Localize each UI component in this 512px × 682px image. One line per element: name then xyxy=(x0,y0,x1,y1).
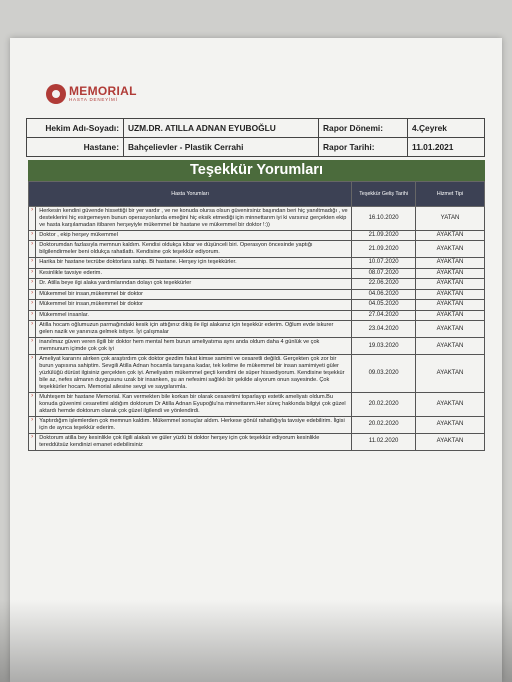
header-comments: Hasta Yorumları xyxy=(29,182,352,207)
header-type: Hizmet Tipi xyxy=(416,182,485,207)
row-marker: › xyxy=(29,241,36,258)
comment-text: inanılmaz güven veren ilgili bir doktor hem mental hem burun ameliyatıma aynı anda oldum daha 4 günlük ve çok memnunum içimde çok çok iyi xyxy=(36,338,352,355)
comments-table xyxy=(28,181,485,451)
row-marker: › xyxy=(29,338,36,355)
table-row xyxy=(29,300,485,311)
row-marker: › xyxy=(29,300,36,311)
table-row xyxy=(29,417,485,434)
hospital-label: Hastane: xyxy=(27,138,124,157)
service-type: AYAKTAN xyxy=(416,241,485,258)
row-marker: › xyxy=(29,258,36,269)
table-row xyxy=(29,393,485,417)
doctor-label: Hekim Adı-Soyadı: xyxy=(27,119,124,138)
service-type: AYAKTAN xyxy=(416,321,485,338)
row-marker: › xyxy=(29,321,36,338)
comment-text: Kesinlikle tavsiye ederim. xyxy=(36,268,352,279)
table-row xyxy=(29,355,485,393)
logo-subtitle: HASTA DENEYİMİ xyxy=(69,97,118,103)
doctor-value: UZM.DR. ATILLA ADNAN EYUBOĞLU xyxy=(124,119,319,138)
service-type: AYAKTAN xyxy=(416,300,485,311)
row-marker: › xyxy=(29,310,36,321)
service-type: AYAKTAN xyxy=(416,258,485,269)
service-type: AYAKTAN xyxy=(416,393,485,417)
comment-date: 20.02.2020 xyxy=(352,417,416,434)
comment-date: 11.02.2020 xyxy=(352,434,416,451)
table-row xyxy=(29,268,485,279)
table-row xyxy=(29,230,485,241)
row-marker: › xyxy=(29,279,36,290)
logo-name: MEMORIAL xyxy=(69,84,137,99)
comment-text: Mükemmel insanlar. xyxy=(36,310,352,321)
comment-date: 20.02.2020 xyxy=(352,393,416,417)
comment-date: 21.09.2020 xyxy=(352,230,416,241)
period-value: 4.Çeyrek xyxy=(408,119,485,138)
table-row xyxy=(29,207,485,231)
table-row xyxy=(29,279,485,290)
table-row xyxy=(29,338,485,355)
comment-text: Mükemmel bir insan,mükemmel bir doktor xyxy=(36,300,352,311)
comment-date: 08.07.2020 xyxy=(352,268,416,279)
comment-text: Dr. Atilla beye ilgi alaka yardımlarından dolayı çok teşekkürler xyxy=(36,279,352,290)
comment-text: Harika bir hastane tecrübe doktorlara sahip. Bi hastane. Herşey için teşekkürler. xyxy=(36,258,352,269)
service-type: AYAKTAN xyxy=(416,338,485,355)
table-row xyxy=(29,321,485,338)
service-type: AYAKTAN xyxy=(416,310,485,321)
hospital-value: Bahçelievler - Plastik Cerrahi xyxy=(124,138,319,157)
table-row xyxy=(29,241,485,258)
comment-text: Muhteşem bir hastane Memorial. Kan vermekten bile korkan bir olarak cesaretimi toparlayıp estetik ameliyatı oldum.Bu konuda güvenimi cesaretimi aldığım doktorum Dr Atilla Adnan Eyupoğlu'na minnettarım.Her süreç hakkında bilgiyi çok güzel aktardı hemde doktorum olarak çok güzel ilgilendi ve yönlendirdi. xyxy=(36,393,352,417)
comments-header-row xyxy=(29,182,485,207)
comment-date: 04.05.2020 xyxy=(352,300,416,311)
comment-date: 21.09.2020 xyxy=(352,241,416,258)
service-type: AYAKTAN xyxy=(416,434,485,451)
comment-text: Doktorumdan fazlasıyla memnun kaldım. Kendisi oldukça kibar ve düşünceli biri. Operasyon öncesinde yaptığı bilgilendirmeler beni oldukça rahatlattı. Kendisine çok teşekkür ediyorum. xyxy=(36,241,352,258)
table-row xyxy=(29,434,485,451)
report-info-table xyxy=(26,118,485,157)
table-row xyxy=(29,289,485,300)
service-type: AYAKTAN xyxy=(416,289,485,300)
service-type: AYAKTAN xyxy=(416,355,485,393)
service-type: AYAKTAN xyxy=(416,417,485,434)
row-marker: › xyxy=(29,289,36,300)
section-title: Teşekkür Yorumları xyxy=(28,160,485,181)
service-type: YATAN xyxy=(416,207,485,231)
comment-date: 16.10.2020 xyxy=(352,207,416,231)
header-date: Teşekkür Geliş Tarihi xyxy=(352,182,416,207)
row-marker: › xyxy=(29,207,36,231)
comment-date: 10.07.2020 xyxy=(352,258,416,269)
row-marker: › xyxy=(29,355,36,393)
comment-text: Atilla hocam oğlumuzun parmağındaki kesik için attığınız dikiş ile ilgi alakanız için teşekkür ederim. Oğlum evde iskurer gelen nazik ve yanınıza gelmek istiyor. İyi çalışmalar xyxy=(36,321,352,338)
report-date-value: 11.01.2021 xyxy=(408,138,485,157)
comment-text: Mükemmel bir insan,mükemmel bir doktor xyxy=(36,289,352,300)
row-marker: › xyxy=(29,434,36,451)
row-marker: › xyxy=(29,268,36,279)
comment-date: 09.03.2020 xyxy=(352,355,416,393)
row-marker: › xyxy=(29,417,36,434)
comment-date: 27.04.2020 xyxy=(352,310,416,321)
comment-text: Herkesin kendini güvende hissettiği bir yer vardır , ve ne konuda olursa olsun güvenirsiniz başından beri hiç yanıltmadığı , ve desteklerini hiç esirgemeyen bunun operasyonlarda emeğini hiç eksik etmediği için minnettarım iyi ki varsınız gerçekten ekip ve hasta karşılamadan itibaren herşeyiyle mükemmel bir hastane ve mükemmel bir doktor !:)) xyxy=(36,207,352,231)
comment-text: Doktor , ekip herşey mükemmel xyxy=(36,230,352,241)
service-type: AYAKTAN xyxy=(416,230,485,241)
comment-text: Ameliyat kararını alırken çok araştırdım çok doktor gezdim fakat kimse samimi ve cesaretli değildi. Gerçekten çok zor bir burun yapısına sahiptim. Sevgili Atilla Adnan hocamla tanışana kadar, tek kelime ile mükemmel bir insan samimiyeti güler yüzlülüğü dürüst ilgisiniz gerçekten çok iyi. Ameliyatım mükemmel geçti kendimi de süper hissediyorum. Kendisine teşekkür bile az, nefes almanın duygusunu uzak bir insanken, şu an nefesimi sağlıklı bir şekilde alıyorum onun sayesinde. Çok teşekkürler hocam. Memorial ailesine sevgi ve saygılarımla. xyxy=(36,355,352,393)
comment-date: 22.06.2020 xyxy=(352,279,416,290)
period-label: Rapor Dönemi: xyxy=(319,119,408,138)
comment-text: Doktorum atilla bey kesinlikle çok ilgili alakalı ve güler yüzlü bi doktor herşey için çok teşekkür ediyorum kesinlikle tereddütsüz kendinizi emanet edebilirsiniz xyxy=(36,434,352,451)
comment-date: 04.06.2020 xyxy=(352,289,416,300)
service-type: AYAKTAN xyxy=(416,279,485,290)
memorial-logo-mark-icon xyxy=(46,84,66,104)
memorial-logo xyxy=(46,84,137,104)
row-marker: › xyxy=(29,393,36,417)
service-type: AYAKTAN xyxy=(416,268,485,279)
comment-date: 23.04.2020 xyxy=(352,321,416,338)
row-marker: › xyxy=(29,230,36,241)
comment-text: Yaptırdığım işlemlerden çok memnun kaldım. Mükemmel sonuçlar aldım. Herkese gönül rahatlığıyla tavsiye edebilirim. İlgisi için de ayrıca teşekkür ederim. xyxy=(36,417,352,434)
table-row xyxy=(29,258,485,269)
table-row xyxy=(29,310,485,321)
report-date-label: Rapor Tarihi: xyxy=(319,138,408,157)
comment-date: 19.03.2020 xyxy=(352,338,416,355)
